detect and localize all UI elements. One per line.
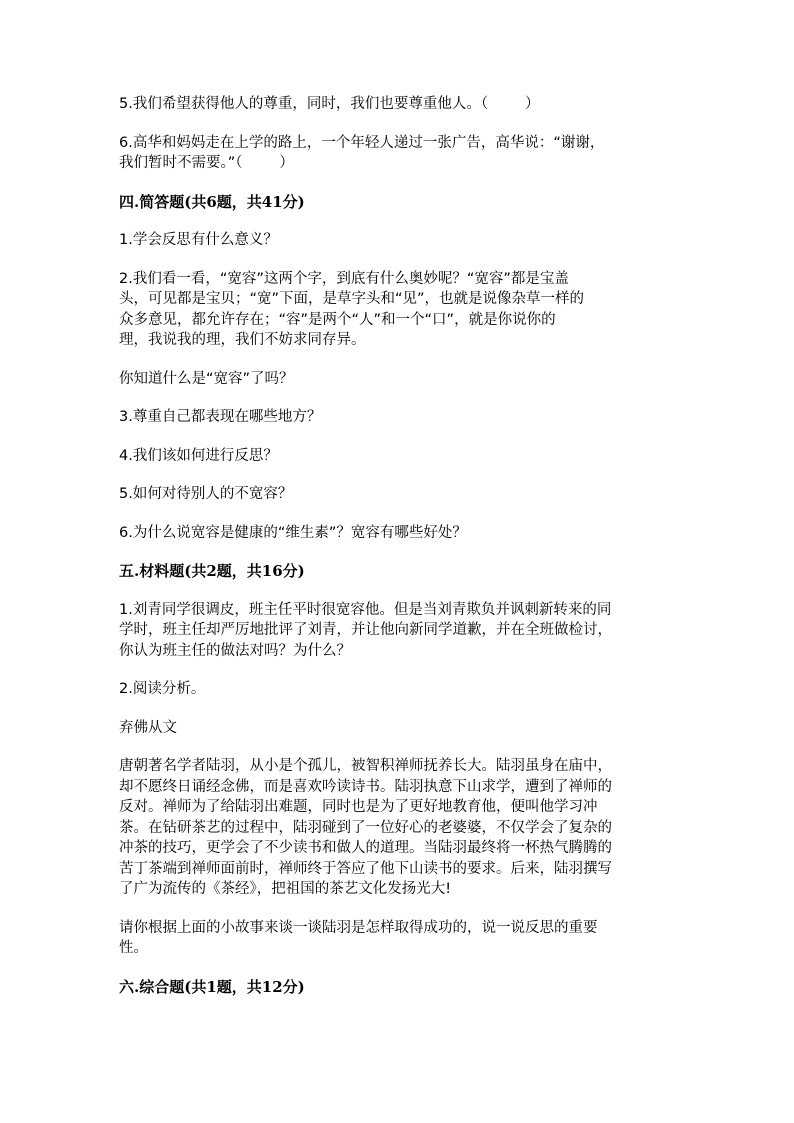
question-text: 你知道什么是“宽容”了吗？ [119,370,294,387]
question-text-line: 性。 [119,940,148,956]
question-text-line: 请你根据上面的小故事来谈一谈陆羽是怎样取得成功的，说一说反思的重要 [119,919,598,936]
question-text: 3.尊重自己都表现在哪些地方？ [119,409,322,425]
question-text-line: 你认为班主任的做法对吗？为什么？ [119,642,351,659]
question-text: 4.我们该如何进行反思？ [119,447,278,464]
section-heading-5: 五.材料题(共2题，共16分) [119,562,305,580]
question-4-6 [119,523,675,544]
question-3-5 [119,94,675,115]
question-text-line: 众多意见，都允许存在；“容”是两个“人”和一个“口”，就是你说你的 [119,311,556,328]
question-text: 1.学会反思有什么意义？ [119,232,278,248]
story-question [119,918,675,959]
section-heading-4: 四.简答题(共6题，共41分) [119,192,305,211]
document-content [119,94,675,1015]
question-text: 5.如何对待别人的不宽容？ [119,486,293,502]
story-line: 茶。在钻研茶艺的过程中，陆羽碰到了一位好心的老婆婆，不仅学会了复杂的 [119,819,612,836]
question-text-line: 理，我说我的理，我们不妨求同存异。 [119,332,366,348]
story-title [119,718,675,739]
story-line: 却不愿终日诵经念佛，而是喜欢吟读诗书。陆羽执意下山求学，遭到了禅师的 [119,778,612,795]
question-text: 5.我们希望获得他人的尊重，同时，我们也要尊重他人。（ ） [119,96,540,112]
question-3-6 [119,133,675,174]
question-text-line: 2.我们看一看，“宽容”这两个字，到底有什么奥妙呢？“宽容”都是宝盖 [119,270,569,287]
story-body [119,756,675,900]
story-line: 唐朝著名学者陆羽，从小是个孤儿，被智积禅师抚养长大。陆羽虽身在庙中， [119,758,612,774]
question-text-line: 学时，班主任却严厉地批评了刘青，并让他向新同学道歉，并在全班做检讨， [119,622,612,638]
question-4-5 [119,484,675,505]
question-text-line: 头，可见都是宝贝；“宽”下面，是草字头和“见”，也就是说像杂草一样的 [119,291,585,307]
story-line: 苦丁茶端到禅师面前时，禅师终于答应了他下山读书的要求。后来，陆羽撰写 [119,860,612,877]
question-text-line: 1.刘青同学很调皮，班主任平时很宽容他。但是当刘青欺负并讽刺新转来的同 [119,601,612,618]
question-4-2-prompt [119,369,675,390]
story-line: 反对。禅师为了给陆羽出难题，同时也是为了更好地教育他，便叫他学习冲 [119,799,598,815]
question-text-line: 我们暂时不需要。”（ ） [119,155,294,171]
question-4-1 [119,230,675,251]
story-title-text: 弃佛从文 [119,719,177,736]
question-text: 2.阅读分析。 [119,681,206,697]
question-5-2 [119,679,675,700]
question-4-2 [119,269,675,351]
story-line: 了广为流传的《茶经》，把祖国的茶艺文化发扬光大! [119,881,452,897]
question-text: 6.为什么说宽容是健康的“维生素”？宽容有哪些好处？ [119,524,467,541]
question-5-1 [119,600,675,662]
question-4-3 [119,407,675,428]
story-line: 冲茶的技巧，更学会了不少读书和做人的道理。当陆羽最终将一杯热气腾腾的 [119,840,612,856]
section-heading-6: 六.综合题(共1题，共12分) [119,977,305,996]
question-text-line: 6.高华和妈妈走在上学的路上，一个年轻人递过一张广告，高华说：“谢谢， [119,134,605,151]
question-4-4 [119,446,675,467]
